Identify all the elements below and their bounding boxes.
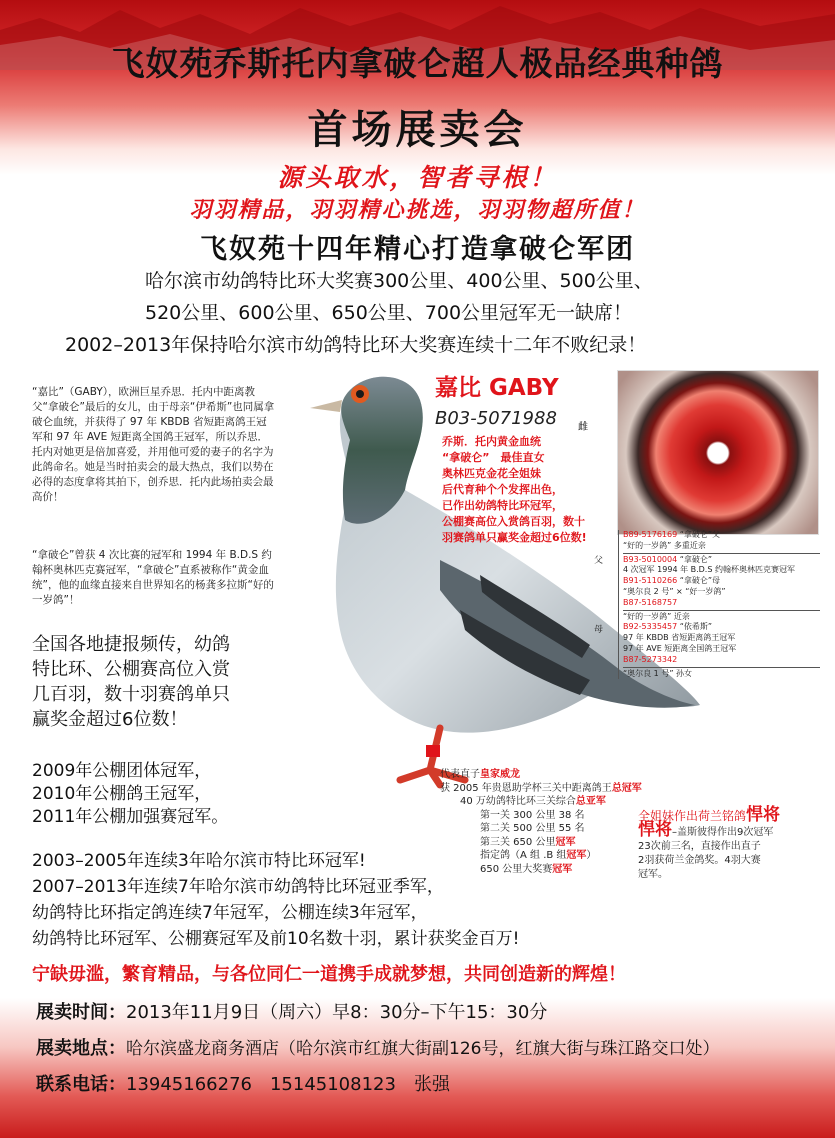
pedigree-text: “依希斯” (679, 622, 713, 632)
record-line-3: 2002–2013年保持哈尔滨市幼鸽特比环大奖赛连续十二年不败纪录！ (65, 334, 647, 356)
child-highlight: 冠军 (566, 850, 587, 861)
time-label: 展卖时间： (36, 1002, 126, 1023)
pedigree-ring: B89-5176169 (623, 530, 678, 539)
event-title: 首场展卖会 (307, 107, 528, 153)
win-line: 2007–2013年连续7年哈尔滨市幼鸽特比环冠亚季军， (32, 877, 444, 897)
phone-value: 13945166276 15145108123 张强 (126, 1074, 450, 1095)
child-text: 指定鸽（A 组 .B 组 (480, 850, 567, 861)
win-line: 幼鸽特比环冠军、公棚赛冠军及前10名数十羽，累计获奖金百万! (32, 929, 520, 949)
win-line: 2010年公棚鸽王冠军， (32, 784, 212, 804)
bird-sex: 雌 (578, 422, 588, 433)
news-line: 全国各地捷报频传，幼鸽 (32, 634, 230, 655)
pedigree-ring: B91-5110266 (623, 576, 678, 586)
main-title: 飞奴苑乔斯托内拿破仑超人极品经典种鸽 (111, 44, 724, 83)
pedigree-text: “拿破仑” (679, 554, 713, 564)
contact-phone (36, 1070, 450, 1096)
child-text: 获 2005 年贵恩助学杯三关中距离鸽王 (440, 782, 612, 794)
phone-label: 联系电话： (36, 1074, 126, 1095)
win-line: 2003–2005年连续3年哈尔滨市特比环冠军! (32, 851, 366, 871)
child-text: 第一关 300 公里 38 名 (480, 809, 585, 821)
mother-label: 母 (594, 625, 604, 635)
pedigree-text: “拿破仑”母 (679, 576, 721, 586)
news-block (32, 632, 292, 732)
desc-line: 后代育种个个发挥出色， (442, 483, 563, 496)
child-highlight: 冠军 (555, 836, 576, 848)
loft-wins-block (32, 760, 228, 829)
bird-description (442, 434, 612, 546)
desc-line: 已作出幼鸽特比环冠军， (442, 499, 563, 512)
pedigree-text: “拿破仑”父 (679, 530, 721, 539)
desc-line: 乔斯．托内黄金血统 (442, 435, 541, 448)
record-line-2: 520公里、600公里、650公里、700公里冠军无一缺席！ (145, 302, 633, 324)
bird-name: 嘉比 GABY (435, 375, 559, 401)
offspring-results (440, 768, 640, 876)
child-text: 代表直子 (440, 769, 480, 780)
child-text: 第三关 650 公里 (480, 836, 556, 848)
win-line: 2011年公棚加强赛冠军。 (32, 807, 229, 827)
closing-slogan: 宁缺毋滥，繁育精品，与各位同仁一道携手成就梦想，共同创造新的辉煌！ (32, 964, 626, 985)
child-text: ） (586, 850, 597, 861)
pedigree-text: “奥尔良 2 号” × “好一岁鸽” (623, 586, 726, 596)
record-line-1: 哈尔滨市幼鸽特比环大奖赛300公里、400公里、500公里、 (145, 270, 653, 292)
sister-text: 23次前三名，直接作出直子 (638, 841, 761, 852)
sister-text: 2羽获荷兰金鸽奖。4羽大赛 (638, 855, 761, 866)
sister-heading-bold: 悍将 (638, 820, 672, 840)
child-highlight: 总亚军 (575, 796, 606, 807)
place-label: 展卖地点： (36, 1038, 126, 1059)
desc-line: 羽赛鸽单只赢奖金超过6位数! (442, 531, 587, 544)
sister-results (638, 805, 818, 882)
event-time (36, 998, 547, 1024)
news-line: 赢奖金超过6位数！ (32, 709, 188, 730)
slogan-quality: 羽羽精品，羽羽精心挑选，羽羽物超所值！ (189, 197, 646, 223)
win-line: 2009年公棚团体冠军， (32, 761, 212, 781)
pedigree-ring: B87-5273342 (623, 654, 678, 664)
sister-heading: 全姐妹作出荷兰铭鸽 (638, 809, 747, 823)
ring-number: B03-5071988 (435, 408, 557, 429)
pedigree-ring: B92-5335457 (623, 622, 678, 632)
desc-line: 奥林匹克金花全姐妹 (442, 467, 541, 480)
place-value: 哈尔滨盛龙商务酒店（哈尔滨市红旗大街副126号，红旗大街与珠江路交口处） (126, 1039, 720, 1059)
pedigree-text: “好的一岁鸽” 多重近亲 (623, 540, 706, 550)
pedigree-chart (594, 530, 820, 679)
pedigree-ring: B93-5010004 (623, 554, 678, 564)
child-highlight: 总冠军 (611, 782, 642, 794)
sister-text: 冠军。 (638, 869, 668, 880)
child-highlight: 冠军 (552, 863, 573, 875)
child-highlight: 皇家威龙 (480, 769, 520, 780)
win-line: 幼鸽特比环指定鸽连续7年冠军，公棚连续3年冠军， (32, 903, 428, 923)
news-line: 特比环、公棚赛高位入赏 (32, 659, 230, 680)
napoleon-intro-text: “拿破仑”曾获 4 次比赛的冠军和 1994 年 B.D.S 约翰杯奥林匹克赛冠军，“拿破仑”直系被称作“黄金血统”，他的血缘直接来自世界知名的杨龚多拉斯“好的一岁鸽”！ (32, 549, 274, 606)
child-text: 40 万幼鸽特比环三关综合 (460, 796, 576, 807)
pedigree-text: “奥尔良 1 号” 孙女 (623, 668, 693, 678)
father-label: 父 (594, 556, 604, 566)
subtitle: 飞奴苑十四年精心打造拿破仑军团 (200, 234, 635, 265)
news-line: 几百羽，数十羽赛鸽单只 (32, 684, 230, 705)
sister-text: –盖斯彼得作出9次冠军 (672, 827, 774, 838)
pigeon-eye-photo (617, 370, 819, 535)
pedigree-ring: B87-5168757 (623, 597, 678, 607)
desc-line: “拿破仑” 最佳直女 (442, 451, 545, 464)
pedigree-text: 4 次冠军 1994 年 B.D.S 约翰杯奥林匹克赛冠军 (623, 565, 795, 575)
desc-line: 公棚赛高位入赏鸽百羽，数十 (442, 515, 585, 528)
child-text: 650 公里大奖赛 (480, 863, 553, 875)
pedigree-text: 97 年 AVE 短距离全国鸽王冠军 (623, 643, 737, 653)
event-place (36, 1034, 719, 1060)
gaby-intro-text: “嘉比”（GABY），欧洲巨星乔思．托内中距离教父“拿破仑”最后的女儿，由于母亲“伊希斯”也同属拿破仑血统，并获得了 97 年 KBDB 省短距离鸽王冠军和 97 年 AVE 短距离全国鸽王冠军，所以乔思．托内对她更是倍加喜爱，并用他可爱的妻子的名字为此鸽命名。她是当时拍卖会的最大热点，我们以势在必得的态度拿将其拍下，创乔思．托内此场拍卖会最高价！ (32, 386, 275, 503)
pedigree-text: 97 年 KBDB 省短距离鸽王冠军 (623, 633, 736, 643)
sister-heading-bold: 悍将 (746, 805, 781, 825)
time-value: 2013年11月9日（周六）早8：30分–下午15：30分 (126, 1002, 548, 1023)
child-text: 第二关 500 公里 55 名 (480, 823, 585, 834)
pedigree-text: “好的一岁鸽” 近亲 (623, 611, 690, 621)
slogan-source: 源头取水，智者寻根！ (277, 163, 558, 192)
